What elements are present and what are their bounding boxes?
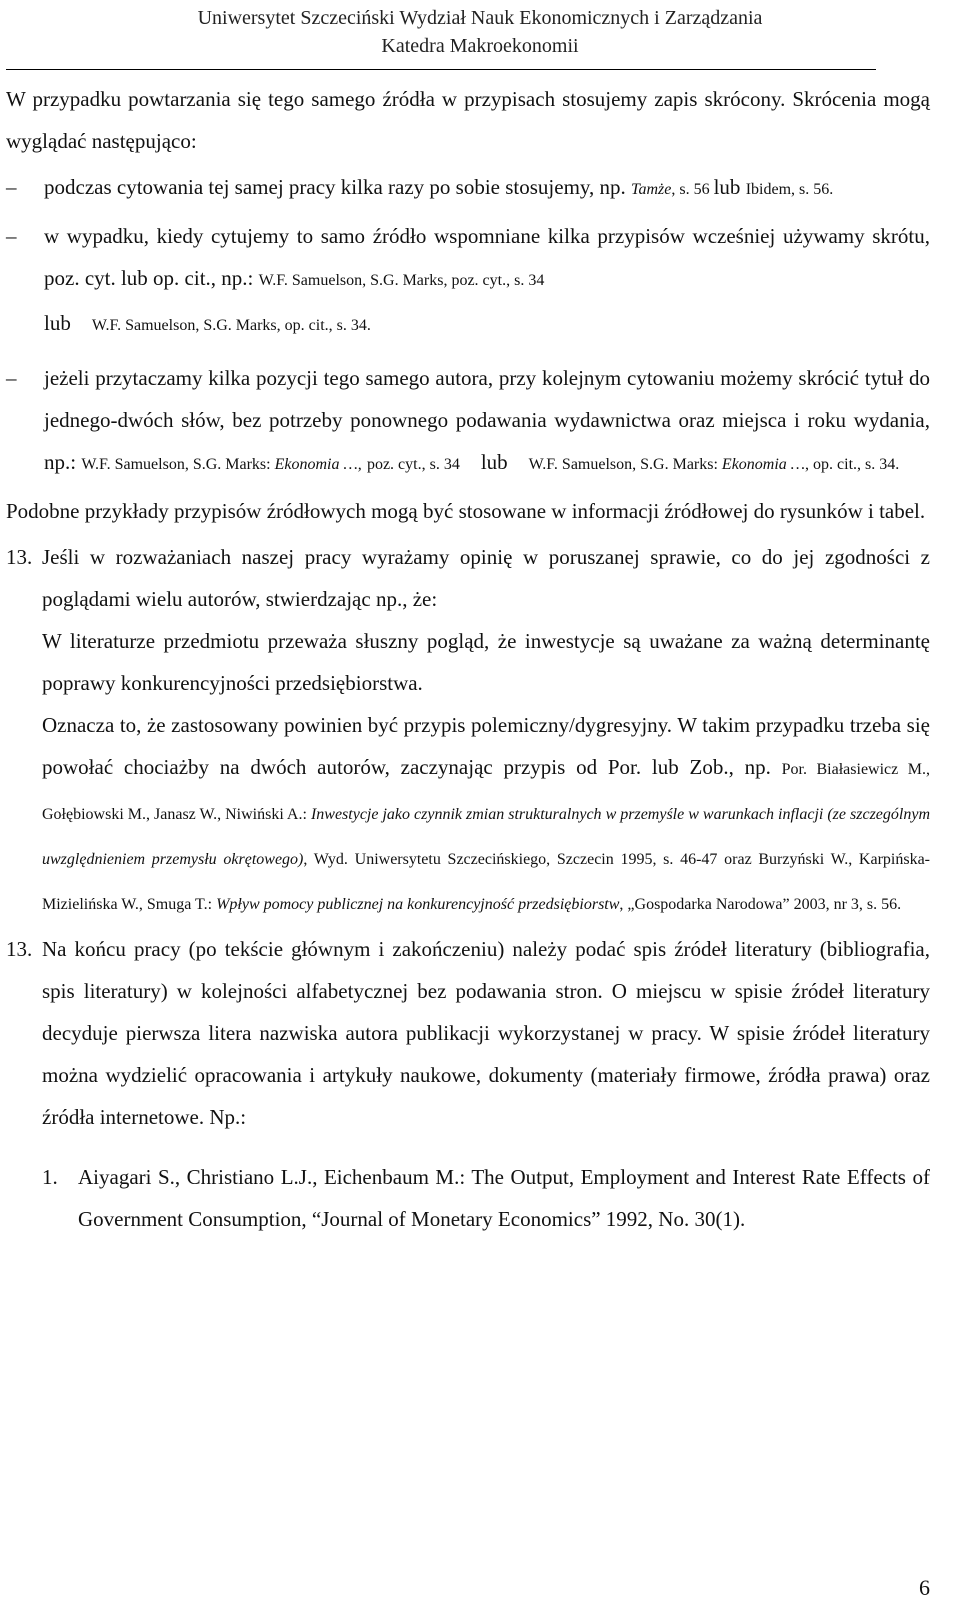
ref-title: Inwestycje jako czynnik zmian strukturalnych w przemyśle w warunkach inflacji (ze szczególnym uwzględnieniem przemysłu okrętowego) bbox=[42, 806, 931, 868]
ref-authors: W.F. Samuelson, S.G. Marks: bbox=[81, 456, 275, 473]
dash-bullet: – bbox=[6, 224, 17, 248]
bullet-text: w wypadku, kiedy cytujemy to samo źródło wspomniane kilka przypisów wcześniej używamy skrótu, poz. cyt. lub op. cit., np.: bbox=[44, 224, 930, 290]
oznacza-text: Oznacza to, że zastosowany powinien być przypis polemiczny/dygresyjny. W takim przypadku trzeba się powołać chociażby na dwóch autorów, zaczynając przypis od Por. lub Zob., np. bbox=[42, 713, 930, 779]
intro-paragraph: W przypadku powtarzania się tego samego źródła w przypisach stosujemy zapis skrócony. Skrócenia mogą wyglądać następująco: bbox=[6, 87, 930, 153]
oznacza-paragraph bbox=[42, 704, 930, 926]
item-number: 13. bbox=[6, 937, 33, 961]
paragraph-podobne: Podobne przykłady przypisów źródłowych mogą być stosowane w informacji źródłowej do rysunków i tabel. bbox=[6, 499, 926, 523]
header-university: Uniwersytet Szczeciński Wydział Nauk Ekonomicznych i Zarządzania bbox=[197, 7, 763, 29]
ref-tamze: Tamże bbox=[631, 181, 672, 198]
item-13-bibliography bbox=[6, 928, 930, 1138]
bullet-text: jeżeli przytaczamy kilka pozycji tego samego autora, przy kolejnym cytowaniu możemy skrócić tytuł do jednego-dwóch słów, bez potrzeby ponownego podawania wydawnictwa oraz miejsca i roku wydania, np.: bbox=[44, 366, 930, 474]
ref-poz-cyt: poz. cyt., s. 34 bbox=[366, 456, 460, 473]
bullet-item-1 bbox=[6, 166, 930, 211]
ref-publisher: , „Gospodarka Narodowa” 2003, nr 3, s. 56. bbox=[619, 896, 902, 913]
bibliography-entry-1 bbox=[6, 1156, 930, 1240]
ref-lub: lub bbox=[480, 450, 508, 474]
bullet-text: podczas cytowania tej samej pracy kilka razy po sobie stosujemy, np. bbox=[44, 175, 632, 199]
item-text: Na końcu pracy (po tekście głównym i zakończeniu) należy podać spis źródeł literatury (bibliografia, spis literatury) w kolejności alfabetycznej bez podawania stron. O miejscu w spisie źródeł literatury decyduje pierwsza litera nazwiska autora publikacji wykorzystanej w pracy. W spisie źródeł literatury można wydzielić opracowania i artykuły naukowe, dokumenty (materiały firmowe, źródła prawa) oraz źródła internetowe. Np.: bbox=[42, 937, 930, 1129]
ref-ibidem: Ibidem, s. 56. bbox=[745, 181, 834, 198]
ref-title: Ekonomia … bbox=[721, 456, 806, 473]
bullet-item-2 bbox=[6, 215, 930, 347]
bullet-item-3 bbox=[6, 357, 930, 486]
dash-bullet: – bbox=[6, 366, 17, 390]
item-text: Jeśli w rozważaniach naszej pracy wyrażamy opinię w poruszanej sprawie, co do jej zgodności z poglądami wielu autorów, stwierdzając np., że: bbox=[42, 545, 930, 611]
ref-op-cit: W.F. Samuelson, S.G. Marks, op. cit., s. 34. bbox=[91, 317, 371, 334]
header-department: Katedra Makroekonomii bbox=[381, 35, 579, 57]
page-header bbox=[0, 0, 960, 60]
page-number: 6 bbox=[919, 1575, 930, 1600]
item-number: 13. bbox=[6, 545, 33, 569]
ref-publisher: , Wyd. Uniwersytetu Szczecińskiego, Szczecin 1995, s. 46-47 oraz Burzyński W., Karpińska-Mizielińska W., Smuga T.: bbox=[42, 851, 930, 913]
ref-op-cit: , op. cit., s. 34. bbox=[805, 456, 900, 473]
document-body bbox=[6, 78, 930, 1240]
ref-page: , s. 56 bbox=[671, 181, 714, 198]
list-number: 1. bbox=[42, 1165, 58, 1189]
ref-lub: lub bbox=[713, 175, 741, 199]
header-rule bbox=[6, 69, 876, 70]
dash-bullet: – bbox=[6, 175, 17, 199]
ref-title: Ekonomia …, bbox=[274, 456, 362, 473]
ref-lub: lub bbox=[44, 311, 71, 335]
ref-authors: W.F. Samuelson, S.G. Marks: bbox=[528, 456, 722, 473]
item-13-polemical bbox=[6, 536, 930, 926]
list-text: Aiyagari S., Christiano L.J., Eichenbaum M.: The Output, Employment and Interest Rate Effects of Government Consumption, “Journal of Monetary Economics” 1992, No. 30(1). bbox=[78, 1165, 930, 1231]
ref-authors: Por. Białasiewicz M., Gołębiowski M., Janasz W., Niwiński A.: bbox=[42, 761, 931, 823]
ref-title: Wpływ pomocy publicznej na konkurencyjność przedsiębiorstw bbox=[216, 896, 620, 913]
quote-text: W literaturze przedmiotu przeważa słuszny pogląd, że inwestycje są uważane za ważną determinantę poprawy konkurencyjności przedsiębiorstwa. bbox=[42, 629, 930, 695]
ref-poz-cyt: W.F. Samuelson, S.G. Marks, poz. cyt., s. 34 bbox=[258, 272, 545, 289]
